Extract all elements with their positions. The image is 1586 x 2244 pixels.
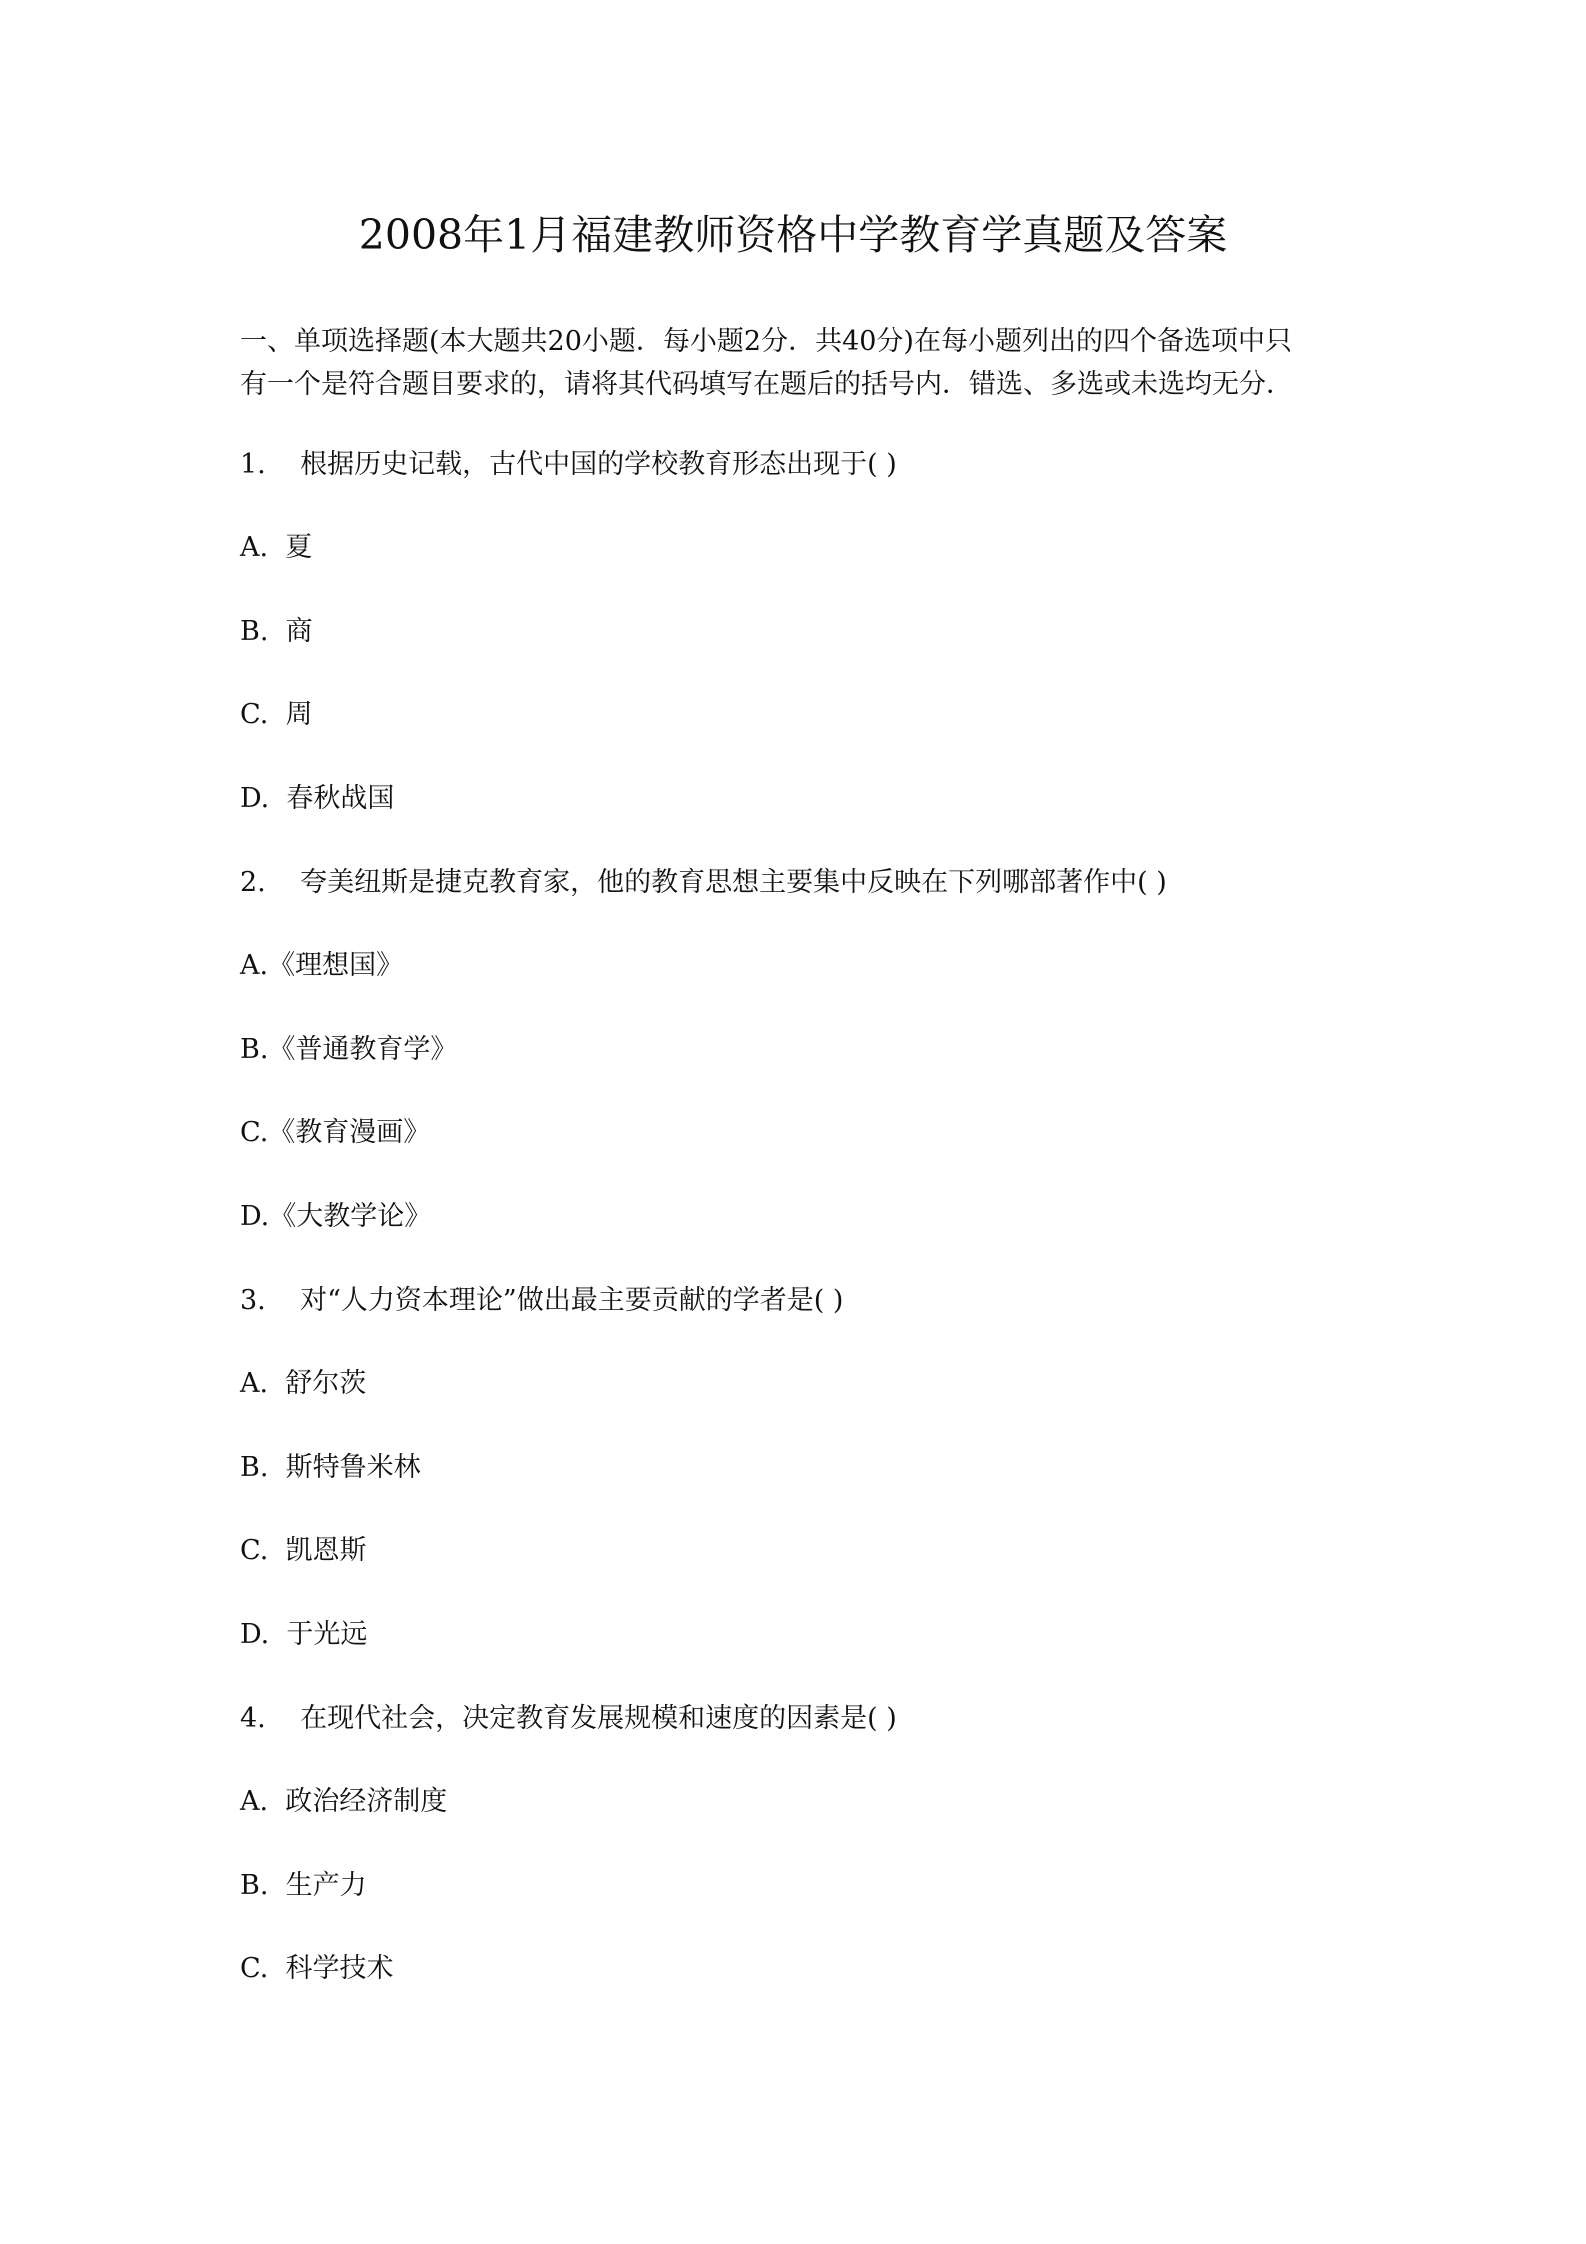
instructions-line-1: 一、单项选择题(本大题共20小题．每小题2分．共40分)在每小题列出的四个备选项中只 <box>240 326 1292 357</box>
section-instructions <box>240 320 1360 406</box>
question-3-option-a: A. 舒尔茨 <box>240 1368 367 1399</box>
question-3-option-b: B. 斯特鲁米林 <box>240 1452 421 1483</box>
document-title: 2008年1月福建教师资格中学教育学真题及答案 <box>358 211 1228 259</box>
question-4-option-c: C. 科学技术 <box>240 1953 394 1984</box>
question-1-option-d: D. 春秋战国 <box>240 783 395 814</box>
question-1-option-b: B. 商 <box>240 616 313 647</box>
question-3-option-d: D. 于光远 <box>240 1619 368 1650</box>
question-4-option-a: A. 政治经济制度 <box>240 1786 448 1817</box>
question-1: 1. 根据历史记载，古代中国的学校教育形态出现于( ) <box>240 449 897 480</box>
question-2: 2. 夸美纽斯是捷克教育家，他的教育思想主要集中反映在下列哪部著作中( ) <box>240 867 1167 898</box>
question-2-option-d: D.《大教学论》 <box>240 1201 432 1232</box>
question-3: 3. 对“人力资本理论”做出最主要贡献的学者是( ) <box>240 1285 844 1316</box>
question-1-option-c: C. 周 <box>240 699 313 730</box>
question-3-option-c: C. 凯恩斯 <box>240 1535 367 1566</box>
question-2-option-c: C.《教育漫画》 <box>240 1117 431 1148</box>
question-2-option-a: A.《理想国》 <box>240 950 404 981</box>
question-4-option-b: B. 生产力 <box>240 1870 367 1901</box>
question-2-option-b: B.《普通教育学》 <box>240 1034 458 1065</box>
question-4: 4. 在现代社会，决定教育发展规模和速度的因素是( ) <box>240 1703 897 1734</box>
instructions-line-2: 有一个是符合题目要求的，请将其代码填写在题后的括号内．错选、多选或未选均无分． <box>240 369 1293 400</box>
question-1-option-a: A. 夏 <box>240 532 313 563</box>
